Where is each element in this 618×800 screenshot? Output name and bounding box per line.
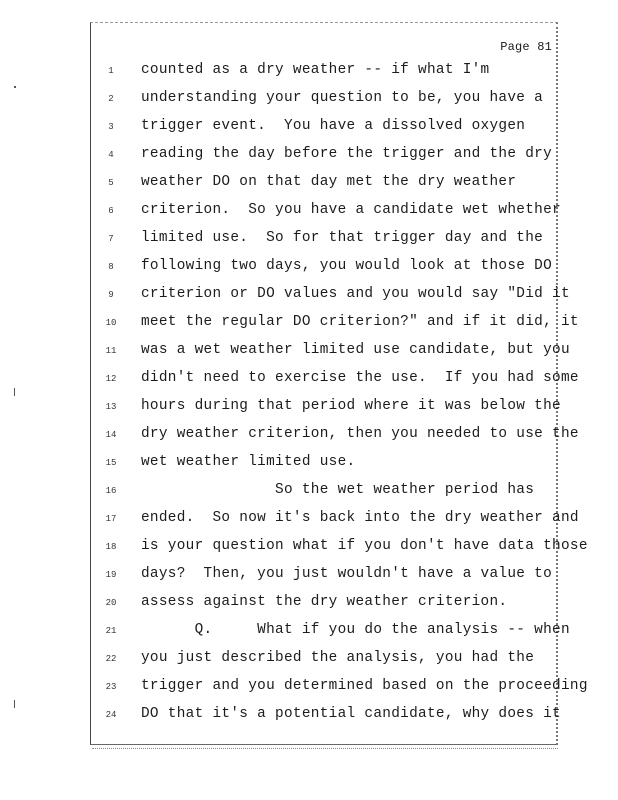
line-number: 17 (105, 514, 117, 524)
line-number: 6 (108, 206, 114, 216)
transcript-line: hours during that period where it was below the (141, 398, 561, 414)
line-number: 20 (105, 598, 117, 608)
line-number: 22 (105, 654, 117, 664)
line-number: 4 (108, 150, 114, 160)
scan-speck (14, 700, 15, 708)
line-number: 3 (108, 122, 114, 132)
transcript-line: criterion. So you have a candidate wet whether (141, 202, 561, 218)
line-number: 13 (105, 402, 117, 412)
line-number: 9 (108, 290, 114, 300)
transcript-line: wet weather limited use. (141, 454, 356, 470)
line-number: 19 (105, 570, 117, 580)
transcript-line: days? Then, you just wouldn't have a value to (141, 566, 553, 582)
transcript-line: So the wet weather period has (141, 482, 535, 498)
scan-speck (14, 86, 16, 88)
transcript-line: ended. So now it's back into the dry weather and (141, 510, 579, 526)
transcript-line: was a wet weather limited use candidate, but you (141, 342, 570, 358)
line-number: 2 (108, 94, 114, 104)
transcript-line: limited use. So for that trigger day and the (141, 230, 544, 246)
line-number: 23 (105, 682, 117, 692)
line-number: 14 (105, 430, 117, 440)
transcript-line: you just described the analysis, you had the (141, 650, 535, 666)
transcript-line: weather DO on that day met the dry weather (141, 174, 517, 190)
line-number: 1 (108, 66, 114, 76)
line-number: 18 (105, 542, 117, 552)
line-number: 5 (108, 178, 114, 188)
line-number: 21 (105, 626, 117, 636)
transcript-line: reading the day before the trigger and the dry (141, 146, 553, 162)
transcript-line: Q. What if you do the analysis -- when (141, 622, 570, 638)
transcript-line: criterion or DO values and you would say "Did it (141, 286, 570, 302)
transcript-line: DO that it's a potential candidate, why does it (141, 706, 561, 722)
transcript-line: trigger and you determined based on the proceeding (141, 678, 588, 694)
line-number: 16 (105, 486, 117, 496)
transcript-line: following two days, you would look at those DO (141, 258, 553, 274)
line-number: 15 (105, 458, 117, 468)
transcript-line: trigger event. You have a dissolved oxygen (141, 118, 526, 134)
transcript-line: counted as a dry weather -- if what I'm (141, 62, 490, 78)
transcript-line: assess against the dry weather criterion. (141, 594, 508, 610)
line-number: 11 (105, 346, 117, 356)
transcript-line: didn't need to exercise the use. If you had some (141, 370, 579, 386)
transcript-line: is your question what if you don't have data those (141, 538, 588, 554)
transcript-line: understanding your question to be, you have a (141, 90, 544, 106)
transcript-line: dry weather criterion, then you needed to use the (141, 426, 579, 442)
scan-speck (14, 388, 15, 396)
line-number: 24 (105, 710, 117, 720)
line-number: 7 (108, 234, 114, 244)
line-number: 8 (108, 262, 114, 272)
line-number: 10 (105, 318, 117, 328)
page-number: Page 81 (500, 40, 552, 54)
line-number: 12 (105, 374, 117, 384)
transcript-line: meet the regular DO criterion?" and if it did, it (141, 314, 579, 330)
scan-artifact-line (92, 748, 558, 751)
